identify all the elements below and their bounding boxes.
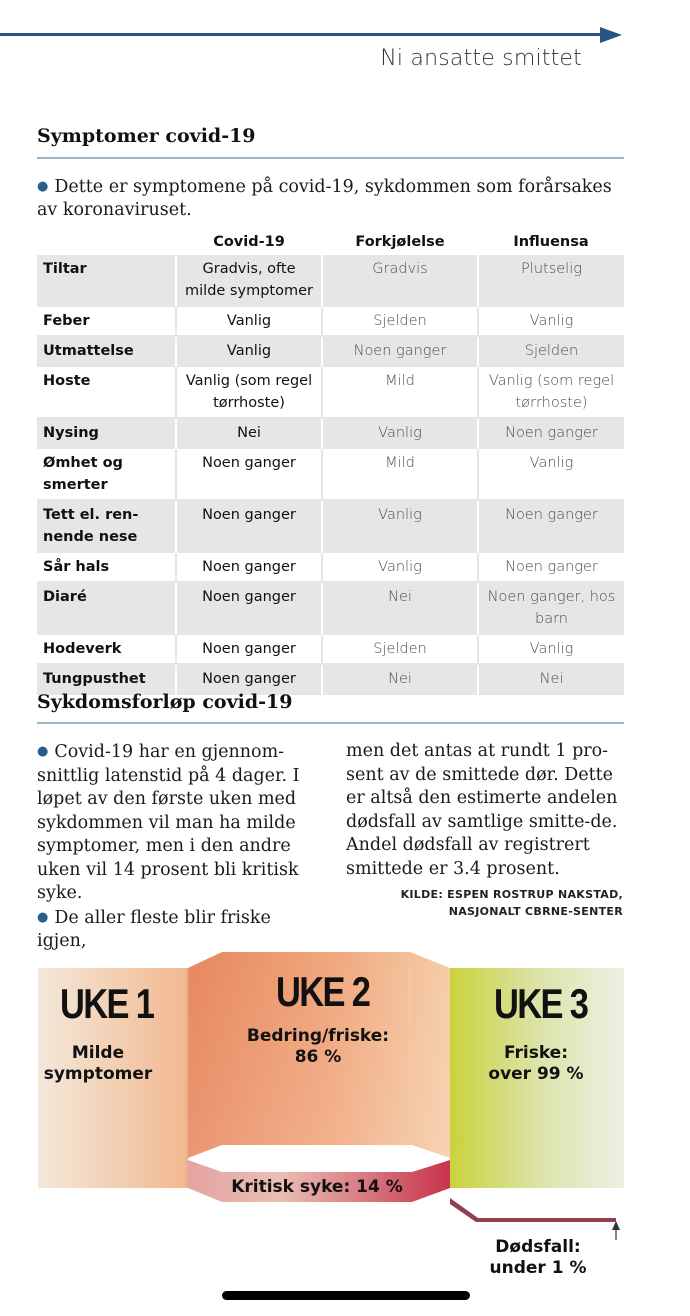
row-label: Hodeverk: [37, 634, 176, 664]
home-indicator[interactable]: [222, 1291, 470, 1300]
row-label: Feber: [37, 306, 176, 336]
table-cell: Noen ganger: [176, 500, 322, 552]
headline: Ni ansatte smittet: [380, 46, 582, 71]
course-title: Sykdomsforløp covid-19: [37, 691, 293, 713]
table-cell: Sjelden: [478, 336, 624, 366]
arrow-right-icon: [600, 27, 622, 43]
table-header-row: [37, 229, 624, 255]
table-cell: Sjelden: [322, 634, 478, 664]
table-cell: Noen ganger: [478, 418, 624, 448]
table-cell: Noen ganger: [478, 552, 624, 582]
table-row: [37, 500, 624, 552]
table-cell: Vanlig: [176, 306, 322, 336]
column-header: Forkjølelse: [355, 234, 445, 250]
table-row: [37, 448, 624, 500]
table-cell: Gradvis: [322, 255, 478, 306]
symptoms-title-rule: [37, 157, 624, 159]
table-cell: Noen ganger: [176, 552, 322, 582]
course-paragraph: men det antas at rundt 1 pro-sent av de smittede dør. Dette er altså den estimerte andelen dødsfall av samtlige smitte-de. Andel dødsfall av registrert smittede er 3.4 prosent.: [346, 741, 618, 879]
table-cell: Plutselig: [478, 255, 624, 306]
table-row: [37, 664, 624, 694]
table-row: [37, 582, 624, 634]
table-cell: Noen ganger: [322, 336, 478, 366]
table-cell: Vanlig (som regel tørrhoste): [478, 366, 624, 418]
symptoms-table: [37, 229, 624, 695]
week3-title: UKE 3: [494, 980, 588, 1027]
table-row: [37, 366, 624, 418]
table-cell: Vanlig: [322, 418, 478, 448]
table-cell: Nei: [176, 418, 322, 448]
row-label: Ømhet og smerter: [37, 448, 176, 500]
table-cell: Noen ganger: [176, 664, 322, 694]
column-header: Covid-19: [213, 234, 285, 250]
table-row: [37, 306, 624, 336]
table-cell: Mild: [322, 448, 478, 500]
table-row: [37, 418, 624, 448]
symptoms-intro: ● Dette er symptomene på covid-19, sykdommen som forårsakes av koronaviruset.: [37, 177, 612, 220]
critical-label: Kritisk syke: 14 %: [231, 1177, 403, 1197]
table-cell: Sjelden: [322, 306, 478, 336]
bullet-icon: ●: [37, 744, 49, 759]
table-row: [37, 634, 624, 664]
course-paragraph: ● Covid-19 har en gjennom-snittlig latenstid på 4 dager. I løpet av den første uken med sykdommen vil man ha milde symptomer, men i den andre uken vil 14 prosent bli kritisk syke.: [37, 742, 300, 903]
table-cell: Nei: [478, 664, 624, 694]
table-cell: Noen ganger: [176, 448, 322, 500]
table-row: [37, 255, 624, 306]
top-rule: [0, 33, 605, 36]
table-row: [37, 336, 624, 366]
death-label: Dødsfall: under 1 %: [489, 1237, 587, 1278]
bullet-icon: ●: [37, 909, 49, 925]
table-cell: Vanlig: [478, 448, 624, 500]
table-cell: Vanlig: [322, 500, 478, 552]
table-cell: Noen ganger, hos barn: [478, 582, 624, 634]
column-header: Influensa: [513, 234, 589, 250]
row-label: Hoste: [37, 366, 176, 418]
course-paragraph: ● De aller fleste blir friske igjen,: [37, 907, 271, 951]
week2-label: Bedring/friske: 86 %: [246, 1026, 390, 1067]
row-label: Tett el. ren-nende nese: [37, 500, 176, 552]
course-title-rule: [37, 722, 624, 724]
week2-title: UKE 2: [276, 968, 370, 1015]
row-label: Nysing: [37, 418, 176, 448]
course-column-right: [346, 740, 626, 881]
source-credit: KILDE: ESPEN ROSTRUP NAKSTAD, NASJONALT CBRNE-SENTER: [400, 888, 623, 918]
week1-title: UKE 1: [60, 980, 154, 1027]
table-cell: Noen ganger: [176, 582, 322, 634]
death-line: [450, 1198, 616, 1222]
row-label: Tungpusthet: [37, 664, 176, 694]
symptoms-title: Symptomer covid-19: [37, 125, 256, 147]
week1-label: Milde symptomer: [43, 1043, 153, 1084]
table-row: [37, 552, 624, 582]
table-cell: Noen ganger: [176, 634, 322, 664]
row-label: Diaré: [37, 582, 176, 634]
row-label: Sår hals: [37, 552, 176, 582]
column-header: [37, 229, 176, 255]
table-cell: Vanlig: [322, 552, 478, 582]
table-cell: Nei: [322, 664, 478, 694]
table-cell: Nei: [322, 582, 478, 634]
table-cell: Vanlig: [176, 336, 322, 366]
table-cell: Vanlig: [478, 306, 624, 336]
table-cell: Vanlig: [478, 634, 624, 664]
table-cell: Gradvis, ofte milde symptomer: [176, 255, 322, 306]
table-cell: Mild: [322, 366, 478, 418]
course-column-left: [37, 740, 319, 954]
row-label: Tiltar: [37, 255, 176, 306]
arrow-up-icon: [612, 1221, 620, 1230]
bullet-icon: ●: [37, 179, 49, 194]
week3-label: Friske: over 99 %: [488, 1043, 584, 1084]
row-label: Utmattelse: [37, 336, 176, 366]
table-cell: Vanlig (som regel tørrhoste): [176, 366, 322, 418]
table-cell: Noen ganger: [478, 500, 624, 552]
